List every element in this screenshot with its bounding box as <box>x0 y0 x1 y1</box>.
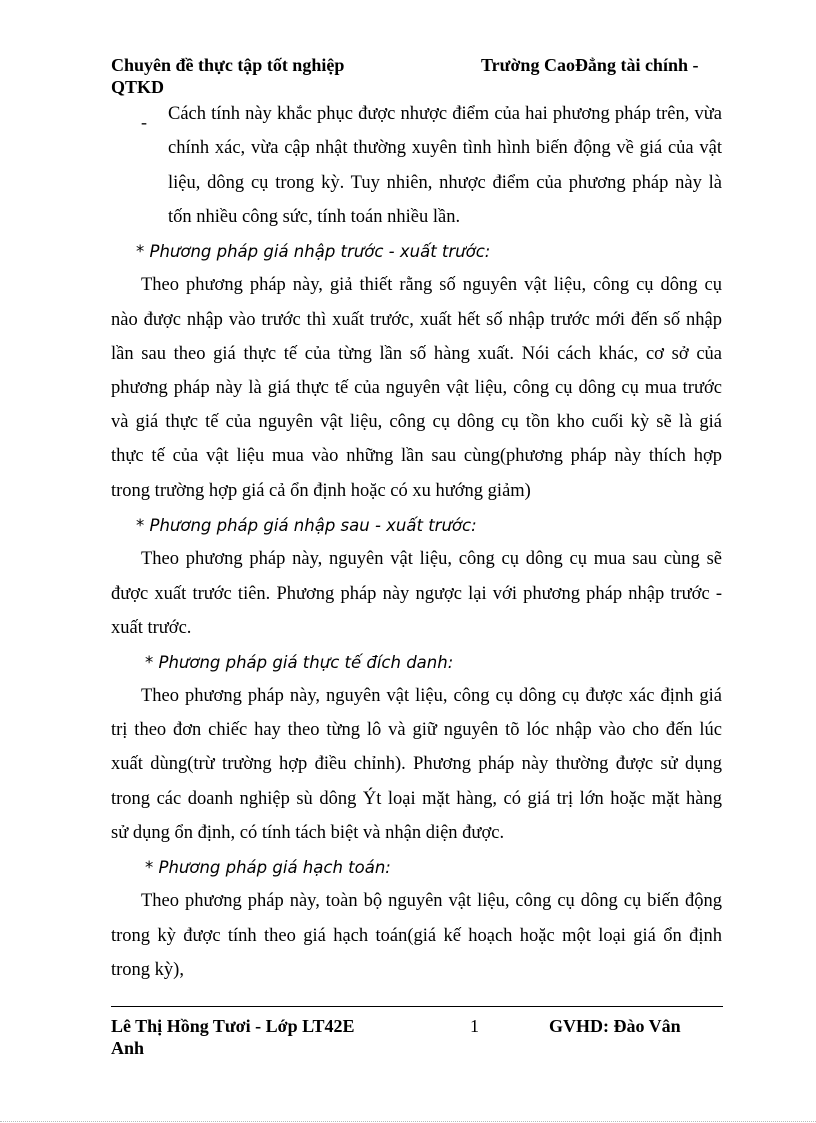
footer-supervisor: GVHD: Đào Vân <box>549 1016 681 1036</box>
paragraph-line: thực tế của vật liệu mua vào những lần sau cùng(phương pháp này thích hợp <box>111 446 722 466</box>
footer-divider <box>111 1006 723 1007</box>
paragraph-line: Theo phương pháp này, nguyên vật liệu, công cụ dông cụ mua sau cùng sẽ <box>141 549 722 569</box>
paragraph-line: và giá thực tế của nguyên vật liệu, công cụ dông cụ tồn kho cuối kỳ sẽ là giá <box>111 412 722 432</box>
footer-supervisor-continued: Anh <box>111 1038 145 1058</box>
paragraph-line: trong các doanh nghiệp sù dông Ýt loại mặt hàng, có giá trị lớn hoặc mặt hàng <box>111 789 722 809</box>
paragraph-line: được xuất trước tiên. Phương pháp này ngược lại với phương pháp nhập trước - <box>111 584 722 604</box>
footer-author: Lê Thị Hồng Tươi - Lớp LT42E <box>111 1016 355 1036</box>
section-heading-specific-identification: * Phương pháp giá thực tế đích danh: <box>145 653 454 672</box>
paragraph-line: trong trường hợp giá cả ổn định hoặc có xu hướng giảm) <box>111 481 531 501</box>
paragraph-line: phương pháp này là giá thực tế của nguyên vật liệu, công cụ dông cụ mua trước <box>111 378 722 398</box>
paragraph-line: Theo phương pháp này, nguyên vật liệu, công cụ dông cụ được xác định giá <box>141 686 722 706</box>
header-school: Trường CaoĐẳng tài chính - <box>481 55 699 75</box>
bullet-line: tốn nhiều công sức, tính toán nhiều lần. <box>168 207 461 227</box>
paragraph-line: Theo phương pháp này, toàn bộ nguyên vật liệu, công cụ dông cụ biến động <box>141 891 722 911</box>
paragraph-line: nào được nhập vào trước thì xuất trước, xuất hết số nhập trước mới đến số nhập <box>111 310 722 330</box>
paragraph-line: xuất dùng(trừ trường hợp điều chỉnh). Phương pháp này thường được sử dụng <box>111 754 722 774</box>
paragraph-line: trong kỳ được tính theo giá hạch toán(giá kế hoạch hoặc một loại giá ổn định <box>111 926 722 946</box>
paragraph-line: Theo phương pháp này, giả thiết rằng số nguyên vật liệu, công cụ dông cụ <box>141 275 722 295</box>
paragraph-line: xuất trước. <box>111 618 192 638</box>
bullet-line: Cách tính này khắc phục được nhược điểm của hai phương pháp trên, vừa <box>168 104 722 124</box>
header-title-continued: QTKD <box>111 77 165 97</box>
bullet-line: liệu, dông cụ trong kỳ. Tuy nhiên, nhược điểm của phương pháp này là <box>168 173 722 193</box>
bullet-line: chính xác, vừa cập nhật thường xuyên tình hình biến động về giá của vật <box>168 138 722 158</box>
page-edge <box>0 1121 816 1122</box>
paragraph-line: trong kỳ), <box>111 960 184 980</box>
paragraph-line: lần sau theo giá thực tế của từng lần số hàng xuất. Nói cách khác, cơ sở của <box>111 344 722 364</box>
header-title: Chuyên đề thực tập tốt nghiệp <box>111 55 345 75</box>
bullet-marker: - <box>141 112 147 132</box>
section-heading-lifo: * Phương pháp giá nhập sau - xuất trước: <box>136 516 477 535</box>
section-heading-planned-price: * Phương pháp giá hạch toán: <box>145 858 391 877</box>
paragraph-line: sử dụng ổn định, có tính tách biệt và nhận diện được. <box>111 823 505 843</box>
section-heading-fifo: * Phương pháp giá nhập trước - xuất trước: <box>136 242 491 261</box>
paragraph-line: trị theo đơn chiếc hay theo từng lô và giữ nguyên tõ lóc nhập vào cho đến lúc <box>111 720 722 740</box>
page-number: 1 <box>470 1016 479 1036</box>
